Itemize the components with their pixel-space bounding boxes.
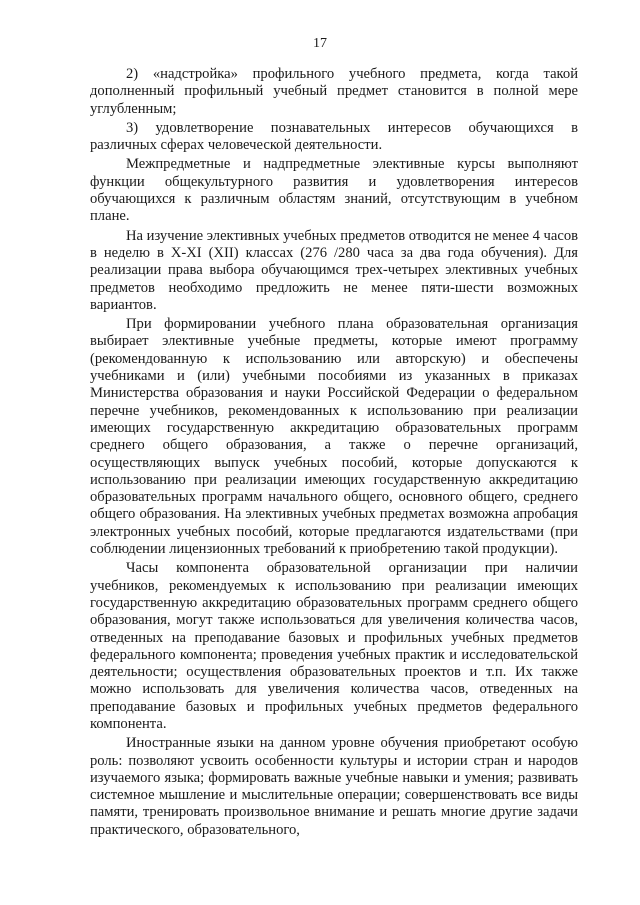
paragraph-list-item-2: 2) «надстройка» профильного учебного предмета, когда такой дополненный профильный учебный предмет становится в полной мере углубленным; — [90, 66, 578, 117]
paragraph-foreign-languages: Иностранные языки на данном уровне обучения приобретают особую роль: позволяют усвоить особенности культуры и истории стран и народов изучаемого языка; формировать важные учебные навыки и умения; развивать системное мышление и мыслительные операции; совершенствовать все виды памяти, тренировать произвольное внимание и решать многие другие задачи практического, образовательного, — [90, 735, 578, 838]
paragraph-organization-component-hours: Часы компонента образовательной организации при наличии учебников, рекомендуемых к использованию при реализации имеющих государственную аккредитацию образовательных программ среднего общего образования, могут также использоваться для увеличения количества часов, отведенных на преподавание базовых и профильных учебных предметов федерального компонента; проведения учебных практик и исследовательской деятельности; осуществления образовательных проектов и т.п. Их также можно использовать для увеличения количества часов, отведенных на преподавание базовых и профильных учебных предметов федерального компонента. — [90, 560, 578, 732]
paragraph-elective-hours: На изучение элективных учебных предметов отводится не менее 4 часов в неделю в X-XI (XII) классах (276 /280 часа за два года обучения). Для реализации права выбора обучающимся трех-четырех элективных учебных предметов необходимо предложить не менее пяти-шести возможных вариантов. — [90, 227, 579, 313]
page-number: 17 — [313, 36, 327, 51]
document-body — [90, 66, 578, 839]
paragraph-interdisciplinary-courses: Межпредметные и надпредметные элективные курсы выполняют функции общекультурного развития и удовлетворения интересов обучающихся к различным областям знаний, отсутствующим в учебном плане. — [90, 156, 578, 225]
paragraph-curriculum-formation: При формировании учебного плана образовательная организация выбирает элективные учебные предметы, которые имеют программу (рекомендованную к использованию или авторскую) и обеспечены учебниками и (или) учебными пособиями из указанных в приказах Министерства образования и науки Российской Федерации о федеральном перечне учебников, рекомендованных к использованию при реализации имеющих государственную аккредитацию образовательных программ среднего общего образования, а также о перечне организаций, осуществляющих выпуск учебных пособий, которые допускаются к использованию при реализации имеющих государственную аккредитацию образовательных программ начального общего, основного общего, среднего общего образования. На элективных учебных предметах возможна апробация электронных учебных пособий, которые предлагаются издательствами (при соблюдении лицензионных требований к приобретению такой продукции). — [90, 316, 578, 558]
paragraph-list-item-3: 3) удовлетворение познавательных интересов обучающихся в различных сферах человеческой деятельности. — [90, 119, 578, 154]
